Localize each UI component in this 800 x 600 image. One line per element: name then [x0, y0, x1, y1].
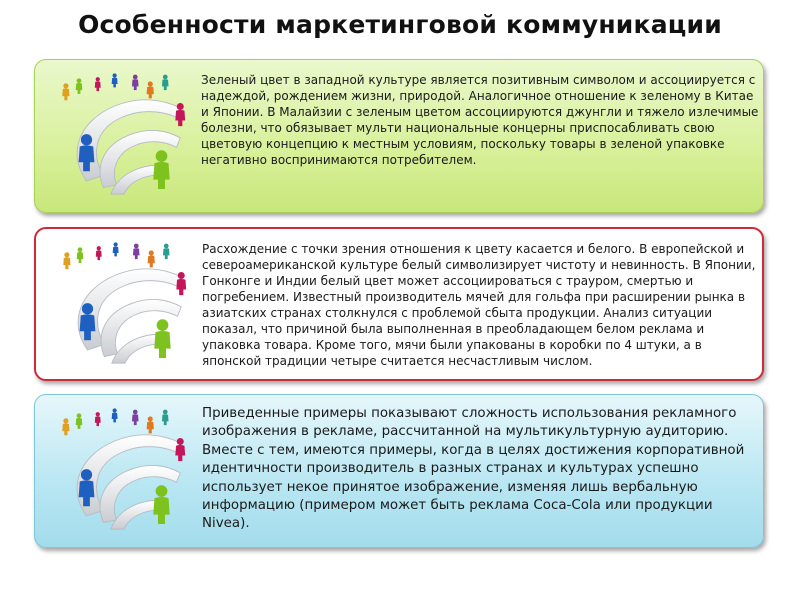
- people-network-icon: [50, 237, 200, 373]
- people-network-icon: [49, 68, 199, 204]
- card-blue-conclusion: [34, 394, 764, 548]
- people-network-icon: [49, 403, 199, 539]
- card-green-culture: [34, 59, 764, 213]
- slide-title: Особенности маркетинговой коммуникации: [78, 10, 722, 39]
- card-white-culture: [34, 227, 764, 381]
- card-text: Расхождение с точки зрения отношения к цвету касается и белого. В европейской и североамериканской культуре белый символизирует чистоту и невинность. В Японии, Гонконге и Индии белый цвет может ассоциироваться с трауром, смертью и погребением. Известный производитель мячей для гольфа при расширении рынка в азиатских странах столкнулся с проблемой сбыта продукции. Анализ ситуации показал, что причиной была выполненная в преобладающем белом рекламa и упаковка товара. Кроме того, мячи были упакованы в коробки по 4 штуки, а в японской традиции четыре считается несчастливым числом.: [202, 242, 756, 368]
- card-text: Зеленый цвет в западной культуре является позитивным символом и ассоциируется с надеждой, рождением жизни, природой. Аналогичное отношение к зеленому в Китае и Японии. В Малайзии с зеленым цветом ассоциируются джунгли и тяжело излечимые болезни, что обязывает мульти национальные концерны приспосабливать свою цветовую концепцию к местным условиям, поскольку товары в зеленой упаковке негативно воспринимаются потребителем.: [201, 73, 759, 167]
- card-text: Приведенные примеры показывают сложность использования рекламного изображения в рекламе, рассчитанной на мультикультурную аудиторию. Вместе с тем, имеются примеры, когда в целях достижения корпоративной идентичности производитель в разных странах и культурах успешно использует некое принятое изображение, изменяя лишь вербальную информацию (примером может быть реклама Coca-Cola или продукции Nivea).: [202, 406, 745, 532]
